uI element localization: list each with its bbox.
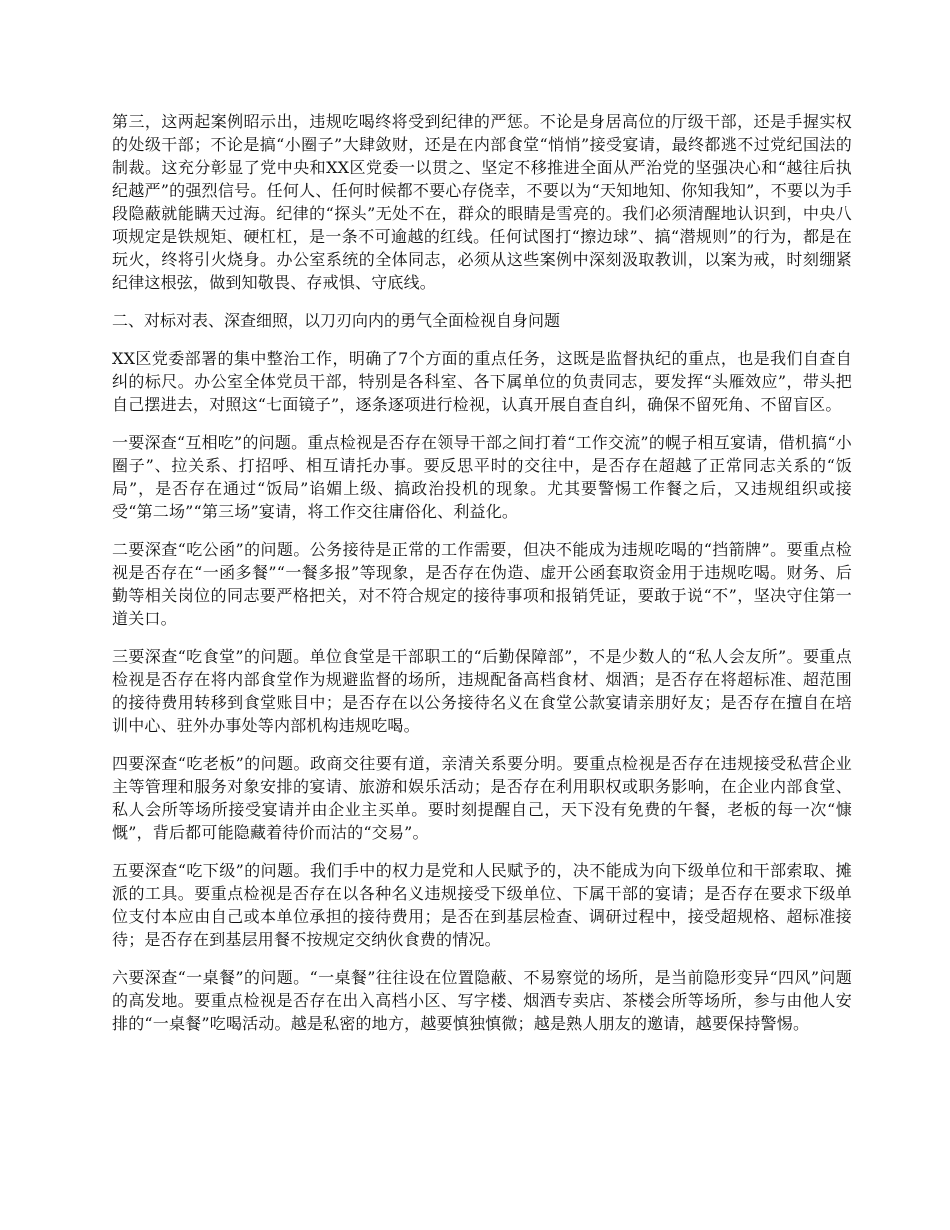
paragraph-item-2: 二要深查“吃公函”的问题。公务接待是正常的工作需要，但决不能成为违规吃喝的“挡箭牌”。要重点检视是否存在“一函多餐”“一餐多报”等现象，是否存在伪造、虚开公函套取资金用于违规吃喝。财务、后勤等相关岗位的同志要严格把关，对不符合规定的接待事项和报销凭证，要敢于说“不”，坚决守住第一道关口。 [112,540,852,628]
paragraph-item-4: 四要深查“吃老板”的问题。政商交往要有道，亲清关系要分明。要重点检视是否存在违规接受私营企业主等管理和服务对象安排的宴请、旅游和娱乐活动；是否存在利用职权或职务影响，在企业内部食堂、私人会所等场所接受宴请并由企业主买单。要时刻提醒自己，天下没有免费的午餐，老板的每一次“慷慨”，背后都可能隐藏着待价而沽的“交易”。 [112,754,852,842]
paragraph-item-3: 三要深查“吃食堂”的问题。单位食堂是干部职工的“后勤保障部”，不是少数人的“私人会友所”。要重点检视是否存在将内部食堂作为规避监督的场所，违规配备高档食材、烟酒；是否存在将超标准、超范围的接待费用转移到食堂账目中；是否存在以公务接待名义在食堂公款宴请亲朋好友；是否存在擅自在培训中心、驻外办事处等内部机构违规吃喝。 [112,647,852,735]
paragraph-item-1: 一要深查“互相吃”的问题。重点检视是否存在领导干部之间打着“工作交流”的幌子相互宴请，借机搞“小圈子”、拉关系、打招呼、相互请托办事。要反思平时的交往中，是否存在超越了正常同志关系的“饭局”，是否存在通过“饭局”谄媚上级、搞政治投机的现象。尤其要警惕工作餐之后，又违规组织或接受“第二场”“第三场”宴请，将工作交往庸俗化、利益化。 [112,433,852,521]
paragraph-item-6: 六要深查“一桌餐”的问题。“一桌餐”往往设在位置隐蔽、不易察觉的场所，是当前隐形变异“四风”问题的高发地。要重点检视是否存在出入高档小区、写字楼、烟酒专卖店、茶楼会所等场所，参与由他人安排的“一桌餐”吃喝活动。越是私密的地方，越要慎独慎微；越是熟人朋友的邀请，越要保持警惕。 [112,968,852,1033]
paragraph-case-lessons: 第三，这两起案例昭示出，违规吃喝终将受到纪律的严惩。不论是身居高位的厅级干部，还是手握实权的处级干部；不论是搞“小圈子”大肆敛财，还是在内部食堂“悄悄”接受宴请，最终都逃不过党纪国法的制裁。这充分彰显了党中央和XX区党委一以贯之、坚定不移推进全面从严治党的坚强决心和“越往后执纪越严”的强烈信号。任何人、任何时候都不要心存侥幸，不要以为“天知地知、你知我知”，不要以为手段隐蔽就能瞒天过海。纪律的“探头”无处不在，群众的眼睛是雪亮的。我们必须清醒地认识到，中央八项规定是铁规矩、硬杠杠，是一条不可逾越的红线。任何试图打“擦边球”、搞“潜规则”的行为，都是在玩火，终将引火烧身。办公室系统的全体同志，必须从这些案例中深刻汲取教训，以案为戒，时刻绷紧纪律这根弦，做到知敬畏、存戒惧、守底线。 [112,112,852,292]
document-body [112,110,852,1050]
section-heading-self-inspection: 二、对标对表、深查细照，以刀刃向内的勇气全面检视自身问题 [112,311,561,330]
paragraph-item-5: 五要深查“吃下级”的问题。我们手中的权力是党和人民赋予的，决不能成为向下级单位和干部索取、摊派的工具。要重点检视是否存在以各种名义违规接受下级单位、下属干部的宴请；是否存在要求下级单位支付本应由自己或本单位承担的接待费用；是否在到基层检查、调研过程中，接受超规格、超标准接待；是否存在到基层用餐不按规定交纳伙食费的情况。 [112,861,852,949]
paragraph-rectification-tasks: XX区党委部署的集中整治工作，明确了7个方面的重点任务，这既是监督执纪的重点，也是我们自查自纠的标尺。办公室全体党员干部，特别是各科室、各下属单位的负责同志，要发挥“头雁效应”，带头把自己摆进去，对照这“七面镜子”，逐条逐项进行检视，认真开展自查自纠，确保不留死角、不留盲区。 [112,349,852,414]
